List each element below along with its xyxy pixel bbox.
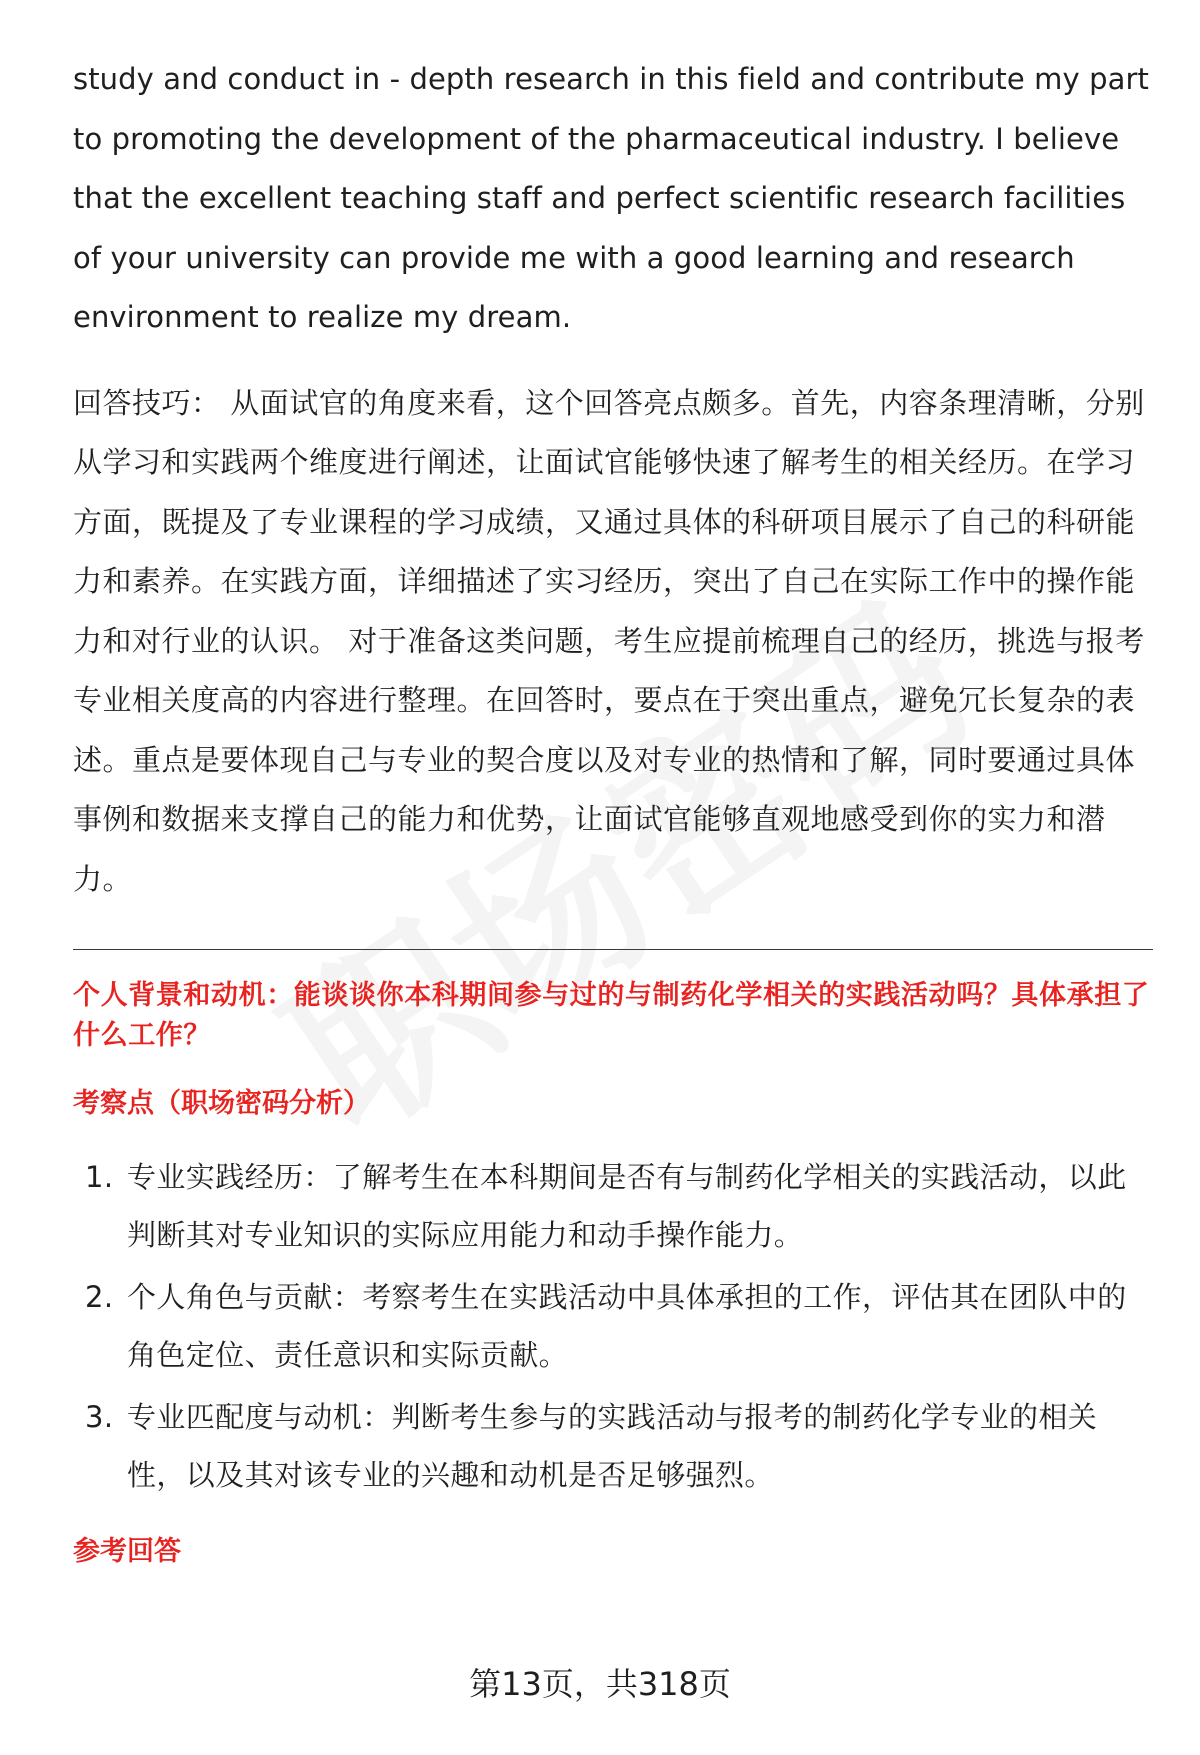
section-divider: [73, 949, 1153, 950]
list-item: [73, 1148, 1153, 1264]
list-item: [73, 1388, 1153, 1504]
analysis-heading: 考察点（职场密码分析）: [73, 1088, 370, 1119]
list-item-number: 3.: [85, 1400, 114, 1434]
list-item-number: 1.: [85, 1160, 114, 1194]
reference-answer-heading: 参考回答: [73, 1536, 181, 1567]
list-item-number: 2.: [85, 1280, 114, 1314]
list-item-text: 个人角色与贡献：考察考生在实践活动中具体承担的工作，评估其在团队中的角色定位、责任意识和实际贡献。: [127, 1280, 1127, 1372]
list-item: [73, 1268, 1153, 1384]
analysis-points-list: [73, 1148, 1153, 1504]
list-item-text: 专业匹配度与动机：判断考生参与的实践活动与报考的制药化学专业的相关性，以及其对该专业的兴趣和动机是否足够强烈。: [127, 1400, 1098, 1492]
question-heading: 个人背景和动机：能谈谈你本科期间参与过的与制药化学相关的实践活动吗？具体承担了什么工作？: [73, 980, 1150, 1051]
page-content: [73, 50, 1153, 1572]
list-item-text: 专业实践经历：了解考生在本科期间是否有与制药化学相关的实践活动，以此判断其对专业知识的实际应用能力和动手操作能力。: [127, 1160, 1127, 1252]
english-paragraph: study and conduct in - depth research in this field and contribute my part to promoting the development of the pharmaceutical industry. I believe that the excellent teaching staff and perfect scientific research facilities of your university can provide me with a good learning and research environment to realize my dream.: [73, 62, 1149, 334]
page-number-footer: 第13页，共318页: [469, 1665, 731, 1703]
answer-tips-paragraph: 回答技巧： 从面试官的角度来看，这个回答亮点颇多。首先，内容条理清晰，分别从学习和实践两个维度进行阐述，让面试官能够快速了解考生的相关经历。在学习方面，既提及了专业课程的学习成绩，又通过具体的科研项目展示了自己的科研能力和素养。在实践方面，详细描述了实习经历，突出了自己在实际工作中的操作能力和对行业的认识。 对于准备这类问题，考生应提前梳理自己的经历，挑选与报考专业相关度高的内容进行整理。在回答时，要点在于突出重点，避免冗长复杂的表述。重点是要体现自己与专业的契合度以及对专业的热情和了解，同时要通过具体事例和数据来支撑自己的能力和优势，让面试官能够直观地感受到你的实力和潜力。: [73, 385, 1145, 896]
